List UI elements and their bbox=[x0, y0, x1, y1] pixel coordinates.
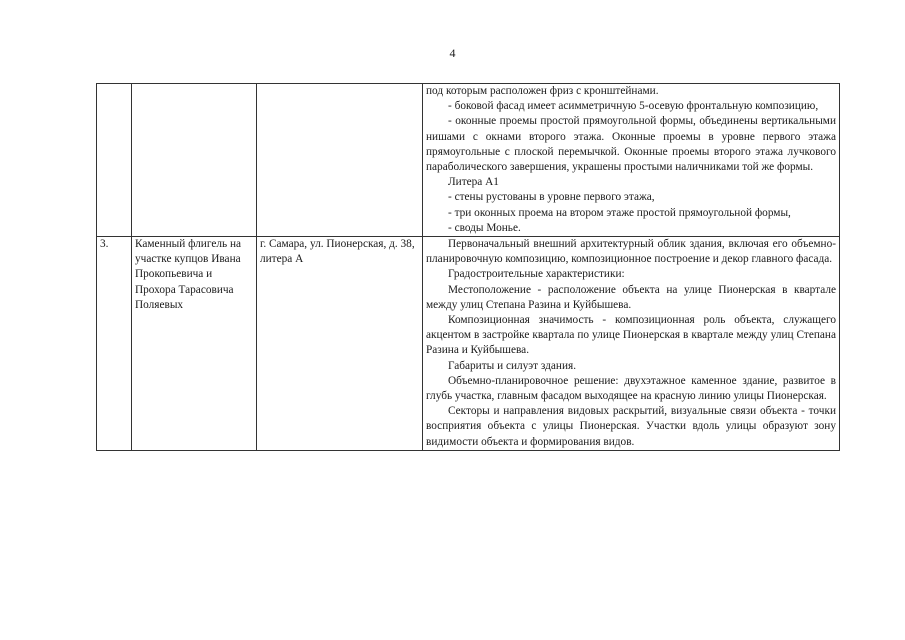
description-paragraph: - боковой фасад имеет асимметричную 5-осевую фронтальную композицию, bbox=[448, 100, 819, 113]
description-paragraph: Первоначальный внешний архитектурный облик здания, включая его объемно-планировочную композицию, композиционное построение и декор главного фасада. bbox=[426, 238, 836, 266]
cell-name bbox=[132, 84, 257, 237]
description-paragraph: Градостроительные характеристики: bbox=[448, 268, 625, 281]
table-row-continuation bbox=[97, 84, 840, 237]
cell-address: г. Самара, ул. Пионерская, д. 38, литера А bbox=[257, 237, 423, 451]
cell-number bbox=[97, 84, 132, 237]
page-number: 4 bbox=[449, 46, 456, 60]
description-paragraph: - оконные проемы простой прямоугольной формы, объединены вертикальными нишами с окнами второго этажа. Оконные проемы в уровне первого этажа прямоугольные с плоской перемычкой. Оконные проемы второго этажа лучкового параболического завершения, украшены простыми наличниками той же формы. bbox=[426, 115, 836, 174]
description-paragraph: - стены рустованы в уровне первого этажа, bbox=[448, 191, 655, 204]
description-paragraph: - своды Монье. bbox=[448, 221, 521, 234]
table-row-3 bbox=[97, 237, 840, 451]
cell-number: 3. bbox=[97, 237, 132, 451]
cell-name: Каменный флигель на участке купцов Ивана Прокопьевича и Прохора Тарасовича Поляевых bbox=[132, 237, 257, 451]
description-paragraph: Местоположение - расположение объекта на улице Пионерская в квартале между улиц Степана Разина и Куйбышева. bbox=[426, 283, 836, 311]
description-paragraph: Габариты и силуэт здания. bbox=[448, 359, 577, 372]
description-paragraph: - три оконных проема на втором этаже простой прямоугольной формы, bbox=[448, 206, 791, 219]
description-paragraph: Объемно-планировочное решение: двухэтажное каменное здание, развитое в глубь участка, главным фасадом выходящее на красную линию улицы Пионерская. bbox=[426, 374, 836, 403]
description-paragraph: Литера А1 bbox=[448, 176, 499, 189]
cell-address bbox=[257, 84, 423, 237]
description-paragraph: Композиционная значимость - композиционная роль объекта, служащего акцентом в застройке квартала по улице Пионерская в квартале между улиц Степана Разина и Куйбышева. bbox=[426, 314, 836, 357]
cell-description bbox=[423, 237, 840, 451]
monument-table bbox=[96, 83, 840, 451]
description-paragraph: под которым расположен фриз с кронштейнами. bbox=[426, 85, 659, 97]
description-paragraph: Секторы и направления видовых раскрытий, визуальные связи объекта - точки восприятия объекта с улицы Пионерская. Участки вдоль улицы образуют зону видимости объекта и формирования видов. bbox=[426, 405, 836, 448]
cell-description bbox=[423, 84, 840, 237]
